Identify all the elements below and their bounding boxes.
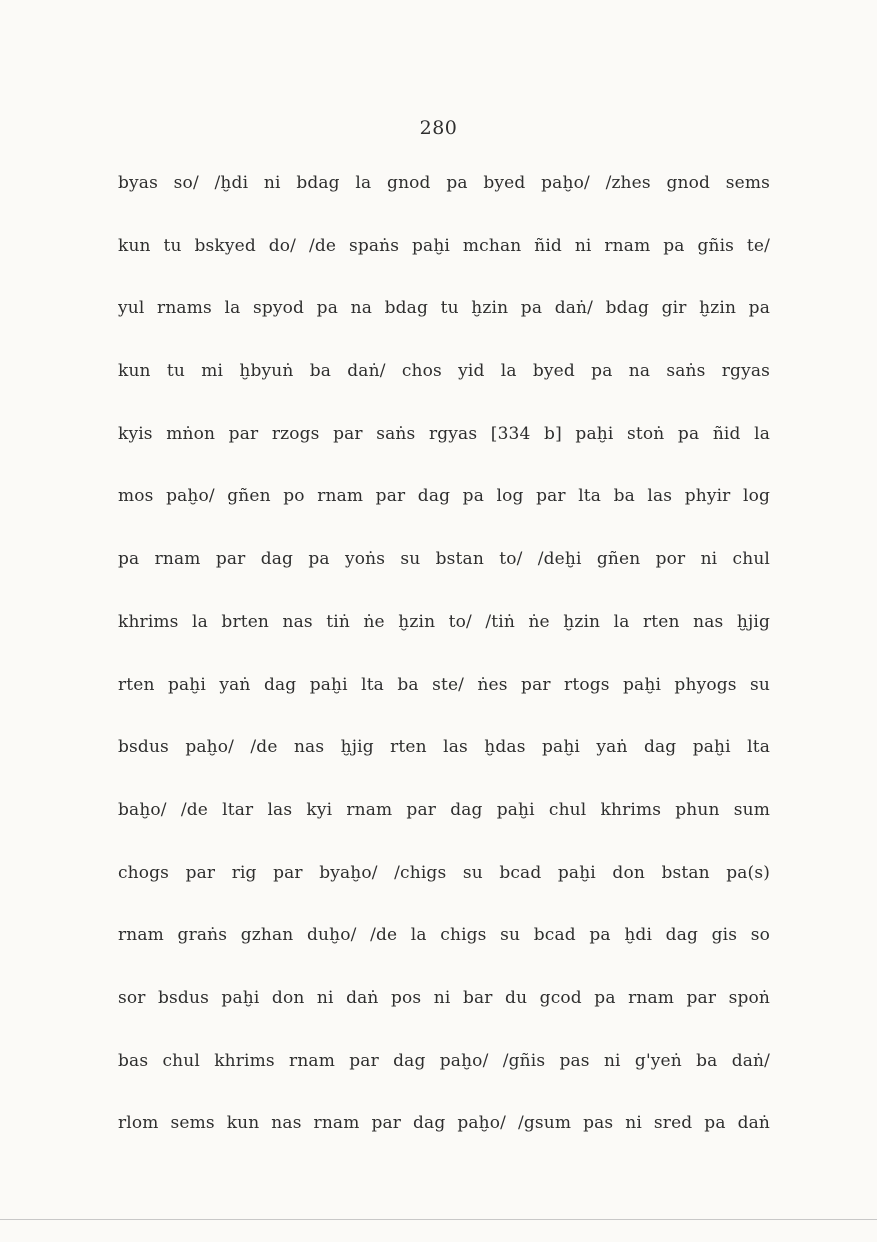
text-line: chogs par rig par byaḫo/ /chigs su bcad paḫi don bstan pa(s) xyxy=(118,862,770,883)
text-line: sor bsdus paḫi don ni daṅ pos ni bar du gcod pa rnam par spoṅ xyxy=(118,987,770,1008)
text-line: rlom sems kun nas rnam par dag paḫo/ /gsum pas ni sred pa daṅ xyxy=(118,1113,770,1134)
text-line: rnam graṅs gzhan duḫo/ /de la chigs su bcad pa ḫdi dag gis so xyxy=(118,925,770,946)
text-line: kun tu mi ḫbyuṅ ba daṅ/ chos yid la byed pa na saṅs rgyas xyxy=(118,361,770,382)
text-line: kun tu bskyed do/ /de spaṅs paḫi mchan ñid ni rnam pa gñis te/ xyxy=(118,235,770,256)
text-line: mos paḫo/ gñen po rnam par dag pa log par lta ba las phyir log xyxy=(118,486,770,507)
text-body xyxy=(118,168,770,1171)
text-line: kyis mṅon par rzogs par saṅs rgyas [334 b] paḫi stoṅ pa ñid la xyxy=(118,423,770,444)
bottom-rule xyxy=(0,1219,877,1220)
text-line: yul rnams la spyod pa na bdag tu ḫzin pa daṅ/ bdag gir ḫzin pa xyxy=(118,298,770,319)
page-number: 280 xyxy=(419,117,458,139)
text-line: bas chul khrims rnam par dag paḫo/ /gñis pas ni g'yeṅ ba daṅ/ xyxy=(118,1050,770,1071)
text-line: baḫo/ /de ltar las kyi rnam par dag paḫi chul khrims phun sum xyxy=(118,799,770,820)
text-line: byas so/ /ḫdi ni bdag la gnod pa byed paḫo/ /zhes gnod sems xyxy=(118,173,770,193)
text-line: khrims la brten nas tiṅ ṅe ḫzin to/ /tiṅ ṅe ḫzin la rten nas ḫjig xyxy=(118,611,770,632)
text-line: rten paḫi yaṅ dag paḫi lta ba ste/ ṅes par rtogs paḫi phyogs su xyxy=(118,674,770,695)
text-line: pa rnam par dag pa yoṅs su bstan to/ /deḫi gñen por ni chul xyxy=(118,549,770,570)
text-line: bsdus paḫo/ /de nas ḫjig rten las ḫdas paḫi yaṅ dag paḫi lta xyxy=(118,737,770,758)
